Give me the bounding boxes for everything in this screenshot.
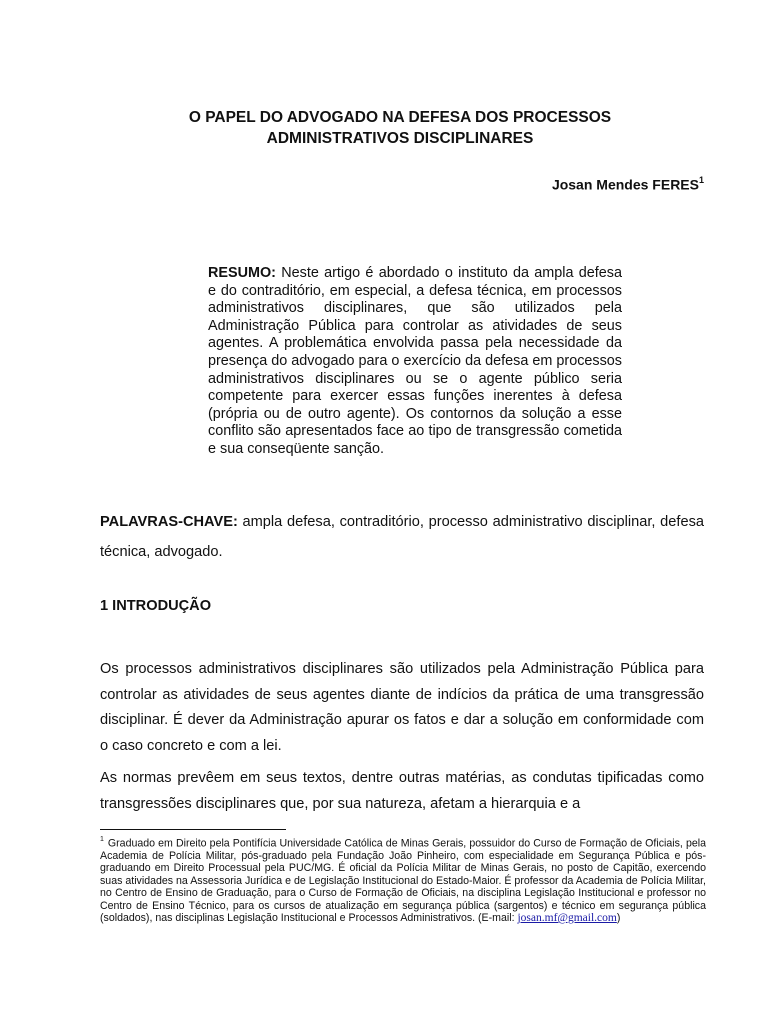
abstract-text: Neste artigo é abordado o instituto da ampla defesa e do contraditório, em especial, a defesa técnica, em processos administrativos disciplinares, que são utilizados pela Administração Pública para controlar as atividades de seus agentes. A problemática envolvida passa pela necessidade da presença do advogado para o exercício da defesa em processos administrativos disciplinares ou se o agente público seria competente para exercer essas funções inerentes à defesa (própria ou de outro agente). Os contornos da solução a esse conflito são apresentados face ao tipo de transgressão cometida e sua conseqüente sanção. — [208, 265, 622, 457]
paragraph-1: Os processos administrativos disciplinares são utilizados pela Administração Pública para controlar as atividades de seus agentes diante de indícios da prática de uma transgressão disciplinar. É dever da Administração apurar os fatos e dar a solução em conformidade com o caso concreto e com a lei. — [100, 661, 704, 754]
abstract — [208, 265, 622, 459]
keywords — [100, 507, 704, 567]
title-line-2: ADMINISTRATIVOS DISCIPLINARES — [266, 130, 534, 147]
footnote-mark: 1 — [100, 836, 104, 843]
footnote-email-link[interactable]: josan.mf@gmail.com — [517, 911, 617, 924]
abstract-label: RESUMO: — [208, 265, 276, 281]
footnote-close: ) — [616, 911, 621, 924]
footnote — [100, 835, 706, 924]
keywords-text: ampla defesa, contraditório, processo administrativo disciplinar, defesa técnica, advogado. — [100, 514, 704, 560]
footnote-text: Graduado em Direito pela Pontifícia Universidade Católica de Minas Gerais, possuidor do Curso de Formação de Oficiais, pela Academia de Polícia Militar, pós-graduado pela Fundação João Pinheiro, com especialidade em Segurança Pública e pós-graduando em Direito Processual pela PUC/MG. É oficial da Polícia Militar de Minas Gerais, no posto de Capitão, exercendo suas atividades na Assessoria Jurídica e de Legislação Institucional do Estado-Maior. É professor da Academia de Polícia Militar, no Centro de Ensino de Graduação, para o Curso de Formação de Oficiais, na disciplina Legislação Institucional e professor no Centro de Ensino Técnico, para os cursos de atualização em segurança pública (sargentos) e técnico em segurança pública (soldados), nas disciplinas Legislação Institucional e Processos Administrativos. (E-mail: — [100, 837, 706, 924]
paper-title — [100, 107, 700, 149]
author-footnote-mark: 1 — [698, 175, 704, 185]
paragraph-2: As normas prevêem em seus textos, dentre outras matérias, as condutas tipificadas como transgressões disciplinares que, por sua natureza, afetam a hierarquia e a — [100, 770, 704, 812]
keywords-label: PALAVRAS-CHAVE: — [100, 514, 238, 530]
footnote-divider — [100, 829, 286, 830]
section-heading: 1 INTRODUÇÃO — [100, 598, 212, 614]
title-line-1: O PAPEL DO ADVOGADO NA DEFESA DOS PROCESSOS — [188, 109, 612, 126]
author-name — [552, 176, 704, 193]
author-text: Josan Mendes FERES — [551, 176, 699, 193]
